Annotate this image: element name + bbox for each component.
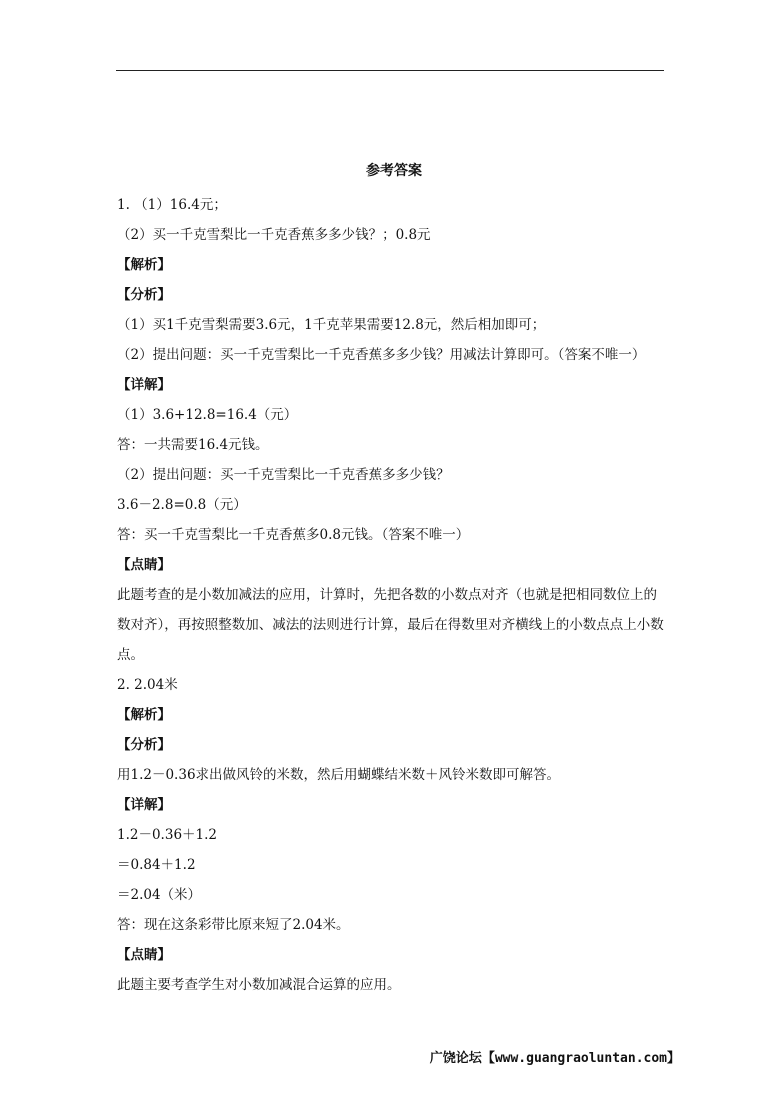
text-line: 1. （1）16.4元；: [117, 197, 227, 213]
text-line: （1）买1千克雪梨需要3.6元，1千克苹果需要12.8元，然后相加即可；: [117, 317, 546, 333]
footer-watermark: [430, 1047, 680, 1066]
text-line: （2）提出问题：买一千克雪梨比一千克香蕉多多少钱？: [117, 467, 450, 483]
text-line: 此题主要考查学生对小数加减混合运算的应用。: [117, 977, 401, 993]
header-rule: [116, 70, 664, 71]
text-line: （1）3.6+12.8=16.4（元）: [117, 407, 298, 423]
text-line: ＝2.04（米）: [117, 887, 202, 903]
footer-site: 【www.guangraoluntan.com】: [481, 1051, 680, 1066]
section-tag: 【解析】: [117, 257, 171, 273]
text-line: 2. 2.04米: [117, 677, 178, 693]
section-tag: 【详解】: [117, 797, 171, 813]
text-line: ＝0.84＋1.2: [117, 857, 196, 873]
text-line: （2）买一千克雪梨比一千克香蕉多多少钱？；0.8元: [117, 227, 431, 243]
answer-content: [117, 160, 677, 1000]
text-line: 答：现在这条彩带比原来短了2.04米。: [117, 917, 350, 933]
section-tag: 【点睛】: [117, 557, 171, 573]
section-tag: 【详解】: [117, 377, 171, 393]
section-tag: 【解析】: [117, 707, 171, 723]
text-line: 3.6－2.8=0.8（元）: [117, 497, 247, 513]
answer-lines: [117, 190, 677, 1000]
text-line: 1.2－0.36＋1.2: [117, 827, 217, 843]
text-line: 答：买一千克雪梨比一千克香蕉多0.8元钱。（答案不唯一）: [117, 527, 470, 543]
text-line: （2）提出问题：买一千克雪梨比一千克香蕉多多少钱？用减法计算即可。（答案不唯一）: [117, 347, 646, 363]
section-tag: 【点睛】: [117, 947, 171, 963]
text-line: 此题考查的是小数加减法的应用，计算时，先把各数的小数点对齐（也就是把相同数位上的数对齐），再按照整数加、减法的法则进行计算，最后在得数里对齐横线上的小数点点上小数点。: [117, 587, 664, 663]
text-line: 答：一共需要16.4元钱。: [117, 437, 269, 453]
footer-brand: 广饶论坛: [429, 1051, 482, 1066]
section-tag: 【分析】: [117, 287, 171, 303]
text-line: 用1.2－0.36求出做风铃的米数，然后用蝴蝶结米数＋风铃米数即可解答。: [117, 767, 561, 783]
page-title: 参考答案: [366, 163, 422, 179]
section-tag: 【分析】: [117, 737, 171, 753]
